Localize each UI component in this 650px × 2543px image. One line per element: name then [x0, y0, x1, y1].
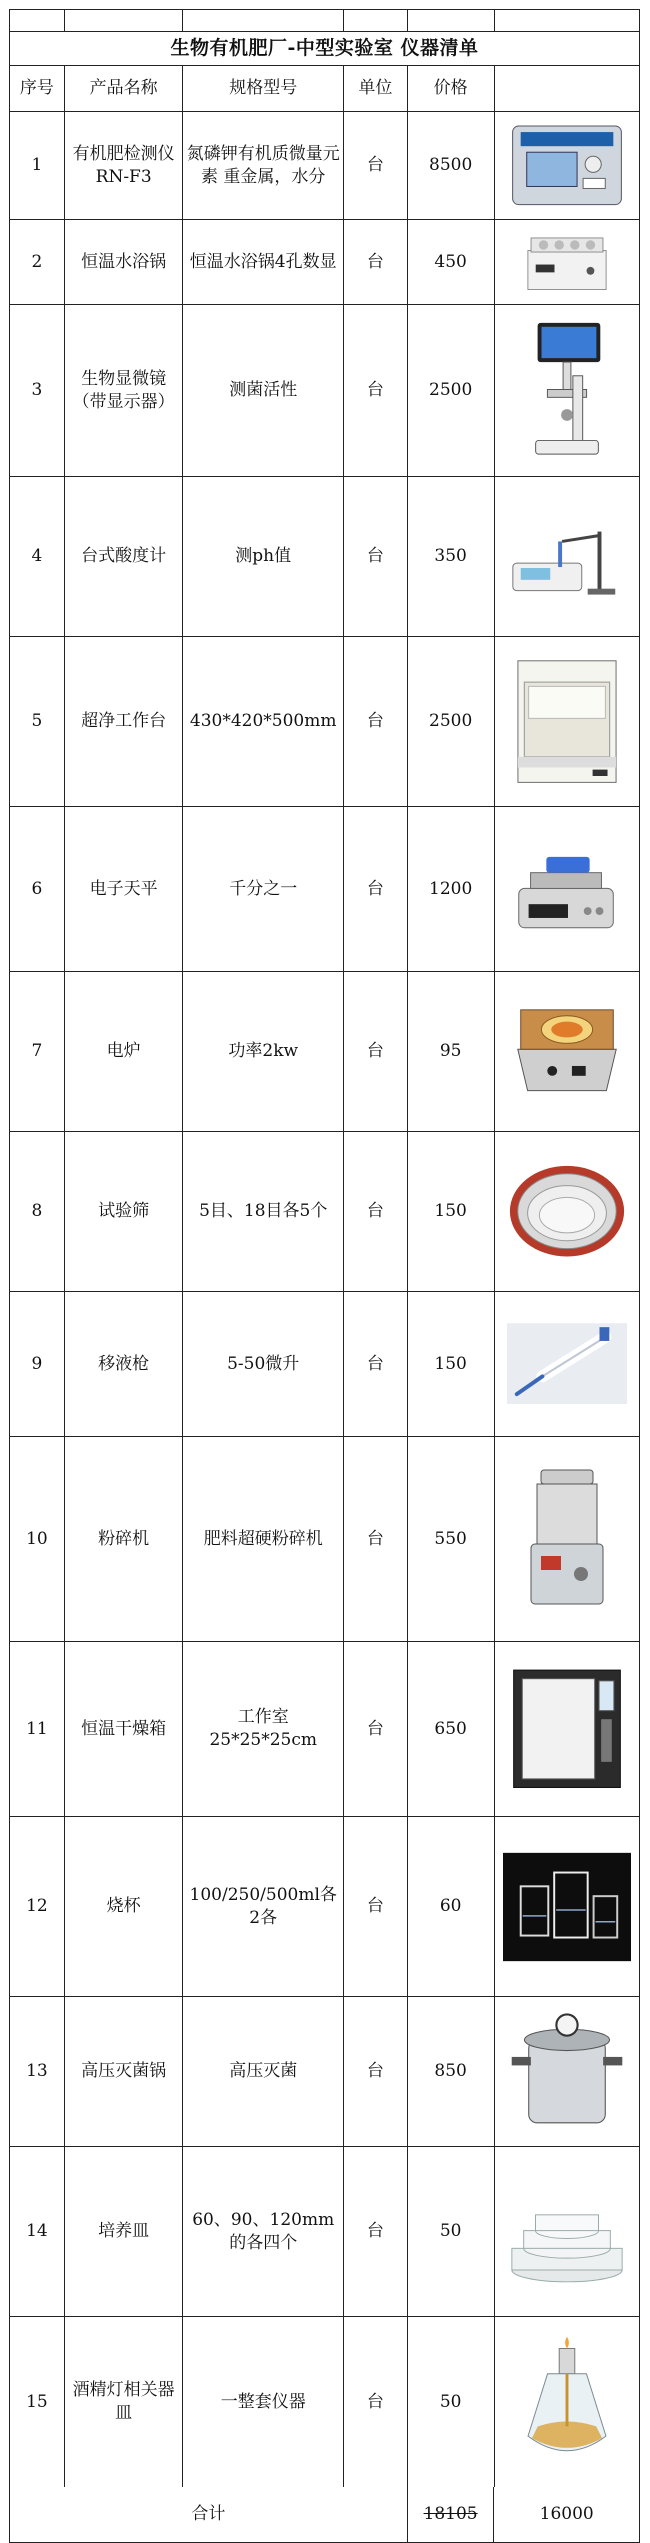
- product-image-cell: [495, 972, 640, 1131]
- price: 2500: [408, 637, 495, 806]
- product-image-cell: [495, 1292, 640, 1436]
- product-name: 恒温水浴锅: [65, 220, 184, 304]
- product-name: 高压灭菌锅: [65, 1997, 184, 2146]
- header-spec: 规格型号: [183, 66, 343, 111]
- table-row: [10, 305, 639, 477]
- product-image-cell: [495, 220, 640, 304]
- drying-oven-icon: [503, 1654, 631, 1804]
- row-number: 11: [10, 1642, 65, 1816]
- row-number: 7: [10, 972, 65, 1131]
- equipment-list-table: [9, 9, 640, 2543]
- spec-model: 千分之一: [183, 807, 343, 971]
- row-number: 13: [10, 1997, 65, 2146]
- row-number: 4: [10, 477, 65, 636]
- spec-model: 测ph值: [183, 477, 343, 636]
- header-row: [10, 66, 639, 112]
- unit: 台: [344, 1997, 408, 2146]
- product-image-cell: [495, 1817, 640, 1996]
- pipette-icon: [503, 1302, 631, 1425]
- header-unit: 单位: [344, 66, 408, 111]
- product-image-cell: [495, 1997, 640, 2146]
- total-row: [10, 2487, 639, 2542]
- unit: 台: [344, 637, 408, 806]
- price: 450: [408, 220, 495, 304]
- top-blank-row: [10, 10, 639, 32]
- ph-meter-icon: [503, 488, 631, 624]
- grinder-icon: [503, 1464, 631, 1614]
- spec-model: 高压灭菌: [183, 1997, 343, 2146]
- total-value: 16000: [539, 2504, 594, 2525]
- header-name: 产品名称: [65, 66, 184, 111]
- spec-model: 430*420*500mm: [183, 637, 343, 806]
- balance-icon: [503, 819, 631, 960]
- header-image: [495, 66, 640, 111]
- table-row: [10, 2317, 639, 2487]
- table-row: [10, 220, 639, 305]
- spec-model: 恒温水浴锅4孔数显: [183, 220, 343, 304]
- row-number: 8: [10, 1132, 65, 1291]
- product-image-cell: [495, 305, 640, 476]
- spec-model: 工作室25*25*25cm: [183, 1642, 343, 1816]
- product-name: 移液枪: [65, 1292, 184, 1436]
- unit: 台: [344, 305, 408, 476]
- analyzer-case-icon: [503, 120, 631, 211]
- beakers-icon: [503, 1832, 631, 1982]
- table-row: [10, 2147, 639, 2317]
- unit: 台: [344, 972, 408, 1131]
- row-number: 1: [10, 112, 65, 219]
- petri-dish-icon: [503, 2159, 631, 2304]
- hot-plate-icon: [503, 983, 631, 1119]
- total-label: 合计: [10, 2487, 408, 2542]
- total-struck-value: 18105: [423, 2504, 478, 2525]
- product-name: 酒精灯相关器皿: [65, 2317, 184, 2487]
- row-number: 9: [10, 1292, 65, 1436]
- product-name: 有机肥检测仪 RN-F3: [65, 112, 184, 219]
- unit: 台: [344, 220, 408, 304]
- row-number: 2: [10, 220, 65, 304]
- table-row: [10, 807, 639, 972]
- table-row: [10, 112, 639, 220]
- price: 550: [408, 1437, 495, 1641]
- table-row: [10, 1292, 639, 1437]
- spec-model: 5-50微升: [183, 1292, 343, 1436]
- row-number: 6: [10, 807, 65, 971]
- price: 1200: [408, 807, 495, 971]
- product-image-cell: [495, 112, 640, 219]
- price: 95: [408, 972, 495, 1131]
- price: 650: [408, 1642, 495, 1816]
- product-image-cell: [495, 1437, 640, 1641]
- unit: 台: [344, 1132, 408, 1291]
- spec-model: 5目、18目各5个: [183, 1132, 343, 1291]
- water-bath-icon: [503, 227, 631, 297]
- unit: 台: [344, 1642, 408, 1816]
- product-name: 培养皿: [65, 2147, 184, 2316]
- spec-model: 100/250/500ml各2各: [183, 1817, 343, 1996]
- unit: 台: [344, 1437, 408, 1641]
- table-row: [10, 1437, 639, 1642]
- product-image-cell: [495, 1642, 640, 1816]
- header-price: 价格: [408, 66, 495, 111]
- unit: 台: [344, 477, 408, 636]
- table-row: [10, 477, 639, 637]
- spec-model: 氮磷钾有机质微量元素 重金属，水分: [183, 112, 343, 219]
- price: 350: [408, 477, 495, 636]
- table-row: [10, 1132, 639, 1292]
- product-name: 烧杯: [65, 1817, 184, 1996]
- table-row: [10, 1642, 639, 1817]
- clean-bench-icon: [503, 649, 631, 794]
- product-name: 台式酸度计: [65, 477, 184, 636]
- product-image-cell: [495, 2147, 640, 2316]
- price: 60: [408, 1817, 495, 1996]
- autoclave-icon: [503, 2008, 631, 2136]
- price: 50: [408, 2147, 495, 2316]
- price: 50: [408, 2317, 495, 2487]
- product-name: 超净工作台: [65, 637, 184, 806]
- unit: 台: [344, 2147, 408, 2316]
- row-number: 10: [10, 1437, 65, 1641]
- product-name: 粉碎机: [65, 1437, 184, 1641]
- table-row: [10, 637, 639, 807]
- spec-model: 测菌活性: [183, 305, 343, 476]
- product-name: 生物显微镜（带显示器）: [65, 305, 184, 476]
- table-title: 生物有机肥厂-中型实验室 仪器清单: [170, 36, 479, 59]
- row-number: 5: [10, 637, 65, 806]
- product-image-cell: [495, 477, 640, 636]
- product-image-cell: [495, 807, 640, 971]
- price: 850: [408, 1997, 495, 2146]
- product-image-cell: [495, 2317, 640, 2487]
- product-image-cell: [495, 1132, 640, 1291]
- spec-model: 60、90、120mm的各四个: [183, 2147, 343, 2316]
- microscope-icon: [503, 317, 631, 464]
- spec-model: 肥料超硬粉碎机: [183, 1437, 343, 1641]
- table-row: [10, 1997, 639, 2147]
- row-number: 15: [10, 2317, 65, 2487]
- row-number: 12: [10, 1817, 65, 1996]
- table-row: [10, 1817, 639, 1997]
- table-row: [10, 972, 639, 1132]
- product-name: 试验筛: [65, 1132, 184, 1291]
- sieve-icon: [503, 1143, 631, 1279]
- spec-model: 功率2kw: [183, 972, 343, 1131]
- unit: 台: [344, 2317, 408, 2487]
- product-name: 电子天平: [65, 807, 184, 971]
- alcohol-lamp-icon: [503, 2329, 631, 2475]
- price: 150: [408, 1292, 495, 1436]
- unit: 台: [344, 1817, 408, 1996]
- spec-model: 一整套仪器: [183, 2317, 343, 2487]
- product-name: 电炉: [65, 972, 184, 1131]
- unit: 台: [344, 112, 408, 219]
- price: 2500: [408, 305, 495, 476]
- row-number: 14: [10, 2147, 65, 2316]
- price: 150: [408, 1132, 495, 1291]
- title-row: [10, 32, 639, 66]
- product-name: 恒温干燥箱: [65, 1642, 184, 1816]
- price: 8500: [408, 112, 495, 219]
- product-image-cell: [495, 637, 640, 806]
- row-number: 3: [10, 305, 65, 476]
- unit: 台: [344, 1292, 408, 1436]
- header-no: 序号: [10, 66, 65, 111]
- unit: 台: [344, 807, 408, 971]
